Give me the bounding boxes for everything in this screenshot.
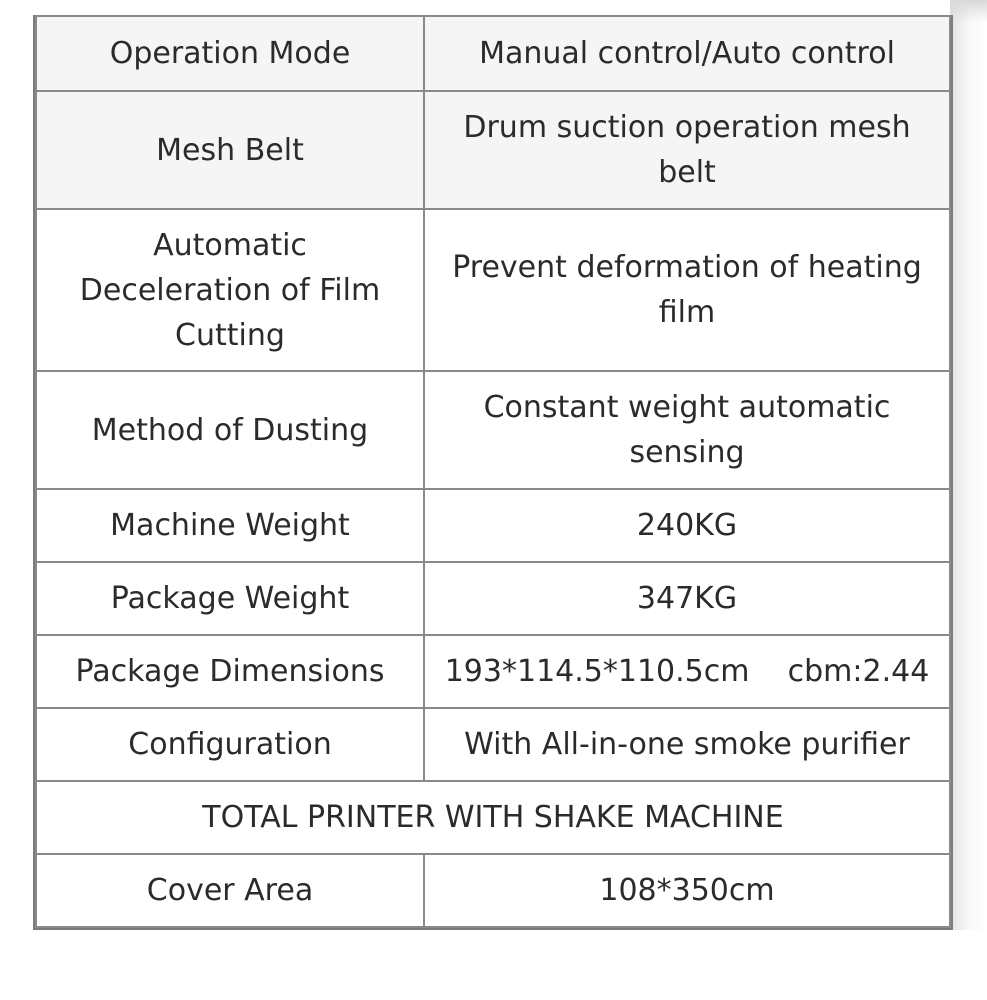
spec-label-dusting: Method of Dusting [36,371,424,489]
spec-value-machine-weight: 240KG [424,489,950,562]
spec-value-mesh-belt: Drum suction operation mesh belt [424,91,950,209]
spec-value-dusting: Constant weight automatic sensing [424,371,950,489]
spec-label-cover-area: Cover Area [36,854,424,927]
spec-label-package-dimensions: Package Dimensions [36,635,424,708]
spec-label-mesh-belt: Mesh Belt [36,91,424,209]
table-row [36,708,950,781]
table-row [36,91,950,209]
table-row [36,781,950,854]
table-row [36,371,950,489]
table-row [36,16,950,91]
spec-table-wrapper [33,15,953,930]
spec-label-configuration: Configuration [36,708,424,781]
spec-value-package-weight: 347KG [424,562,950,635]
spec-label-operation-mode: Operation Mode [36,16,424,91]
spec-label-machine-weight: Machine Weight [36,489,424,562]
spec-value-film-cutting: Prevent deformation of heating film [424,209,950,371]
table-row [36,635,950,708]
scroll-shadow-top [950,0,987,22]
spec-value-cover-area: 108*350cm [424,854,950,927]
table-row [36,489,950,562]
spec-value-configuration: With All-in-one smoke purifier [424,708,950,781]
table-row [36,562,950,635]
table-row [36,209,950,371]
scroll-shadow [950,0,987,930]
spec-label-package-weight: Package Weight [36,562,424,635]
table-row [36,854,950,927]
section-heading: TOTAL PRINTER WITH SHAKE MACHINE [36,781,950,854]
spec-value-package-dimensions: 193*114.5*110.5cm cbm:2.44 [424,635,950,708]
spec-label-film-cutting: Automatic Deceleration of Film Cutting [36,209,424,371]
spec-value-operation-mode: Manual control/Auto control [424,16,950,91]
spec-table [35,15,951,928]
